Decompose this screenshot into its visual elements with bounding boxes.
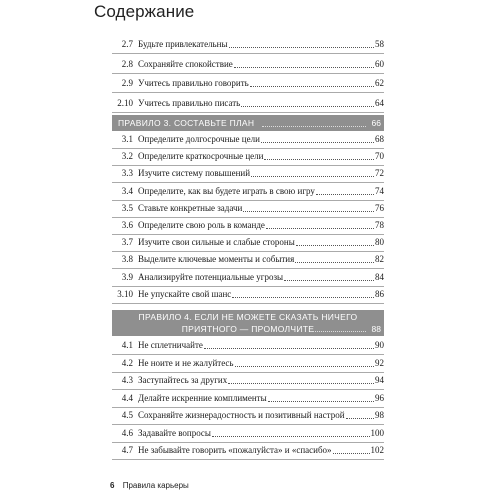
- toc-entry[interactable]: [112, 76, 384, 90]
- entry-page: 82: [375, 254, 384, 265]
- row-divider: [112, 459, 384, 460]
- toc-entry[interactable]: [112, 37, 384, 51]
- entry-page: 58: [375, 39, 384, 49]
- entry-number: 4.3: [121, 375, 133, 385]
- entry-number: 3.2: [121, 151, 133, 162]
- toc-entry[interactable]: [112, 270, 384, 284]
- entry-number: 3.8: [121, 254, 133, 265]
- toc-entry[interactable]: [112, 356, 384, 370]
- entry-title: Не ноите и не жалуйтесь: [138, 357, 234, 368]
- leader-dots: [333, 453, 370, 454]
- leader-dots: [232, 297, 374, 298]
- section-page: 66: [371, 118, 381, 128]
- leader-dots: [296, 245, 374, 246]
- section-page: 88: [371, 324, 381, 334]
- entry-title: Анализируйте потенциальные угрозы: [138, 271, 284, 282]
- entry-title: Ставьте конкретные задачи: [138, 202, 243, 213]
- leader-dots: [241, 106, 374, 107]
- row-divider: [112, 73, 384, 74]
- toc-entry[interactable]: [112, 132, 384, 146]
- toc-entry[interactable]: [112, 201, 384, 215]
- entry-page: 90: [375, 340, 384, 350]
- entry-page: 62: [375, 78, 384, 88]
- leader-dots: [228, 383, 374, 384]
- entry-page: 78: [375, 220, 384, 230]
- leader-dots: [250, 86, 374, 87]
- toc-entry[interactable]: [112, 287, 384, 301]
- toc-entry[interactable]: [112, 252, 384, 266]
- entry-title: Сохраняйте спокойствие: [138, 58, 233, 69]
- entry-page: 92: [375, 357, 384, 368]
- leader-dots: [346, 418, 374, 419]
- entry-page: 64: [375, 97, 384, 108]
- leader-dots: [235, 366, 374, 367]
- leader-dots: [204, 348, 374, 349]
- entry-number: 2.10: [117, 97, 133, 108]
- entry-title: Заступайтесь за других: [138, 375, 228, 385]
- leader-dots: [229, 47, 374, 48]
- toc-entry[interactable]: [112, 338, 384, 352]
- entry-number: 4.7: [121, 445, 133, 455]
- entry-number: 3.5: [121, 202, 133, 213]
- entry-page: 84: [375, 271, 384, 282]
- toc-entry[interactable]: [112, 373, 384, 387]
- entry-page: 96: [375, 392, 384, 403]
- section-title-line-1: ПРАВИЛО 4. ЕСЛИ НЕ МОЖЕТЕ СКАЗАТЬ НИЧЕГО: [138, 312, 358, 322]
- entry-title: Определите долгосрочные цели: [138, 134, 260, 144]
- entry-title: Учитесь правильно говорить: [138, 78, 249, 88]
- entry-title: Не сплетничайте: [138, 340, 203, 350]
- entry-page: 76: [375, 202, 384, 213]
- toc-entry[interactable]: [112, 166, 384, 180]
- entry-title: Сохраняйте жизнерадостность и позитивный настрой: [138, 410, 345, 420]
- toc-entry[interactable]: [112, 57, 384, 71]
- entry-page: 74: [375, 185, 384, 196]
- entry-page: 80: [375, 237, 384, 248]
- entry-title: Изучите свои сильные и слабые стороны: [138, 237, 295, 248]
- page-title: Содержание: [94, 2, 195, 21]
- entry-title: Определите, как вы будете играть в свою игру: [138, 185, 315, 196]
- entry-title: Определите краткосрочные цели: [138, 151, 264, 162]
- entry-number: 2.9: [121, 78, 133, 88]
- entry-page: 72: [375, 168, 384, 179]
- leader-dots: [243, 211, 374, 212]
- entry-title: Учитесь правильно писать: [138, 97, 241, 108]
- entry-number: 3.4: [121, 185, 133, 196]
- entry-number: 2.8: [121, 58, 133, 69]
- leader-dots: [295, 262, 374, 263]
- toc-entry[interactable]: [112, 96, 384, 110]
- entry-number: 2.7: [121, 39, 133, 49]
- section-heading-rule-4[interactable]: [112, 310, 384, 336]
- entry-title: Не забывайте говорить «пожалуйста» и «спасибо»: [138, 445, 332, 455]
- section-title-line-2: ПРИЯТНОГО — ПРОМОЛЧИТЕ: [181, 324, 315, 334]
- leader-dots: [316, 194, 374, 195]
- entry-number: 4.5: [121, 410, 133, 420]
- entry-number: 3.1: [121, 134, 133, 144]
- entry-number: 3.9: [121, 271, 133, 282]
- row-divider: [112, 92, 384, 93]
- entry-page: 60: [375, 58, 384, 69]
- section-title: ПРАВИЛО 3. СОСТАВЬТЕ ПЛАН: [118, 118, 255, 128]
- entry-title: Изучите систему повышений: [138, 168, 251, 179]
- footer-book-title: Правила карьеры: [122, 481, 189, 490]
- toc-entry[interactable]: [112, 426, 384, 440]
- entry-page: 100: [370, 427, 384, 438]
- entry-page: 102: [370, 445, 384, 455]
- leader-dots: [284, 280, 374, 281]
- entry-number: 4.6: [121, 427, 133, 438]
- toc-entry[interactable]: [112, 218, 384, 232]
- leader-dots: [262, 126, 366, 127]
- entry-title: Будьте привлекательны: [138, 39, 228, 49]
- leader-dots: [268, 401, 374, 402]
- section-heading-rule-3[interactable]: [112, 115, 384, 131]
- leader-dots: [266, 228, 374, 229]
- toc-entry[interactable]: [112, 149, 384, 163]
- entry-title: Делайте искренние комплименты: [138, 392, 267, 403]
- toc-entry[interactable]: [112, 184, 384, 198]
- entry-page: 70: [375, 151, 384, 162]
- leader-dots: [234, 67, 374, 68]
- entry-number: 3.3: [121, 168, 133, 179]
- toc-entry[interactable]: [112, 235, 384, 249]
- page-footer: [110, 481, 189, 490]
- row-divider: [112, 303, 384, 304]
- entry-number: 3.7: [121, 237, 133, 248]
- leader-dots: [312, 331, 366, 332]
- entry-number: 4.2: [121, 357, 133, 368]
- entry-page: 94: [375, 375, 384, 385]
- toc-entry[interactable]: [112, 443, 384, 457]
- toc-entry[interactable]: [112, 408, 384, 422]
- entry-number: 3.10: [117, 288, 133, 299]
- entry-title: Выделите ключевые моменты и события: [138, 254, 295, 265]
- leader-dots: [261, 142, 374, 143]
- entry-title: Определите свою роль в команде: [138, 220, 265, 230]
- leader-dots: [251, 176, 374, 177]
- row-divider: [112, 112, 384, 113]
- toc-entry[interactable]: [112, 391, 384, 405]
- row-divider: [112, 53, 384, 54]
- entry-page: 68: [375, 134, 384, 144]
- entry-number: 3.6: [121, 220, 133, 230]
- leader-dots: [212, 436, 370, 437]
- entry-page: 98: [375, 410, 384, 420]
- entry-page: 86: [375, 288, 384, 299]
- footer-page-number: 6: [110, 481, 115, 490]
- leader-dots: [264, 159, 374, 160]
- entry-title: Не упускайте свой шанс: [138, 288, 232, 299]
- entry-number: 4.1: [121, 340, 133, 350]
- entry-title: Задавайте вопросы: [138, 427, 211, 438]
- entry-number: 4.4: [121, 392, 133, 403]
